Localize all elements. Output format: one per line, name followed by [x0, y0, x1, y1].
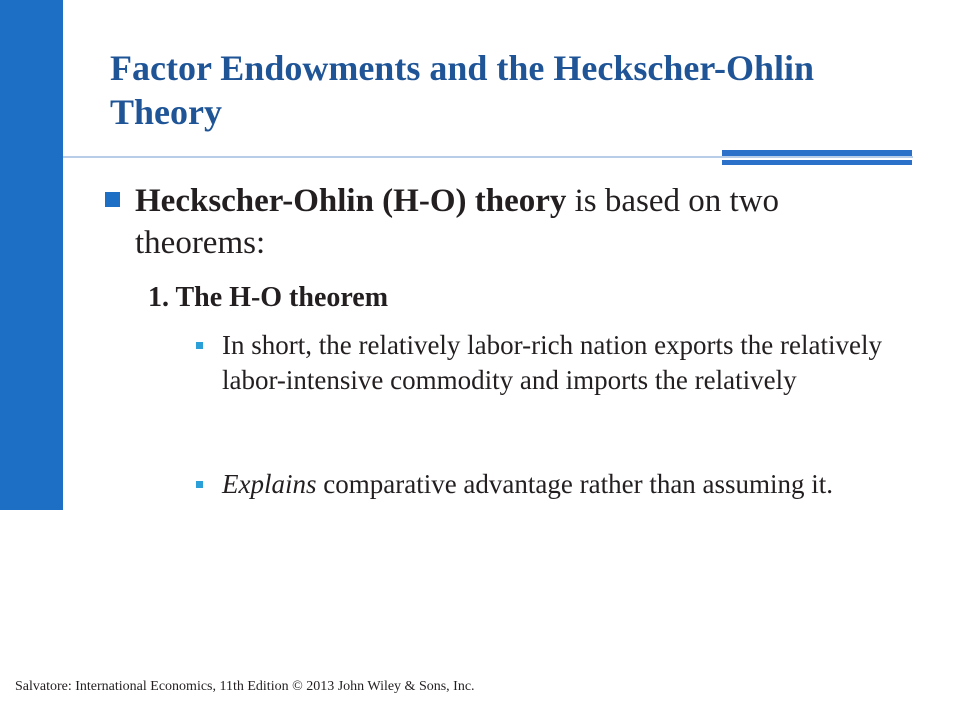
left-accent-bar [0, 0, 63, 510]
main-bullet-bold: Heckscher-Ohlin (H-O) theory [135, 183, 567, 219]
sub-point-2 [196, 467, 916, 502]
sub-point-2-text [222, 467, 916, 502]
footer-citation: Salvatore: International Economics, 11th Edition © 2013 John Wiley & Sons, Inc. [15, 679, 475, 694]
title-divider-block-bottom [722, 160, 912, 165]
main-bullet-rest: is based on two theorems: [135, 183, 780, 261]
title-divider-block-top [722, 150, 912, 156]
sub-point-2-italic: Explains [222, 469, 317, 499]
small-square-bullet-icon [196, 342, 203, 349]
title-divider-line [63, 156, 913, 158]
sub-point-1 [196, 328, 916, 398]
small-square-bullet-icon [196, 481, 203, 488]
main-bullet-text [135, 180, 905, 264]
slide-title: Factor Endowments and the Heckscher-Ohlin Theory [110, 48, 815, 132]
sub-heading: 1. The H-O theorem [148, 282, 389, 313]
sub-point-1-text: In short, the relatively labor-rich nation exports the relatively labor-intensive commodity and imports the relatively [222, 330, 882, 395]
main-bullet [105, 180, 905, 264]
sub-point-2-rest: comparative advantage rather than assuming it. [316, 469, 834, 499]
square-bullet-icon [105, 192, 120, 207]
